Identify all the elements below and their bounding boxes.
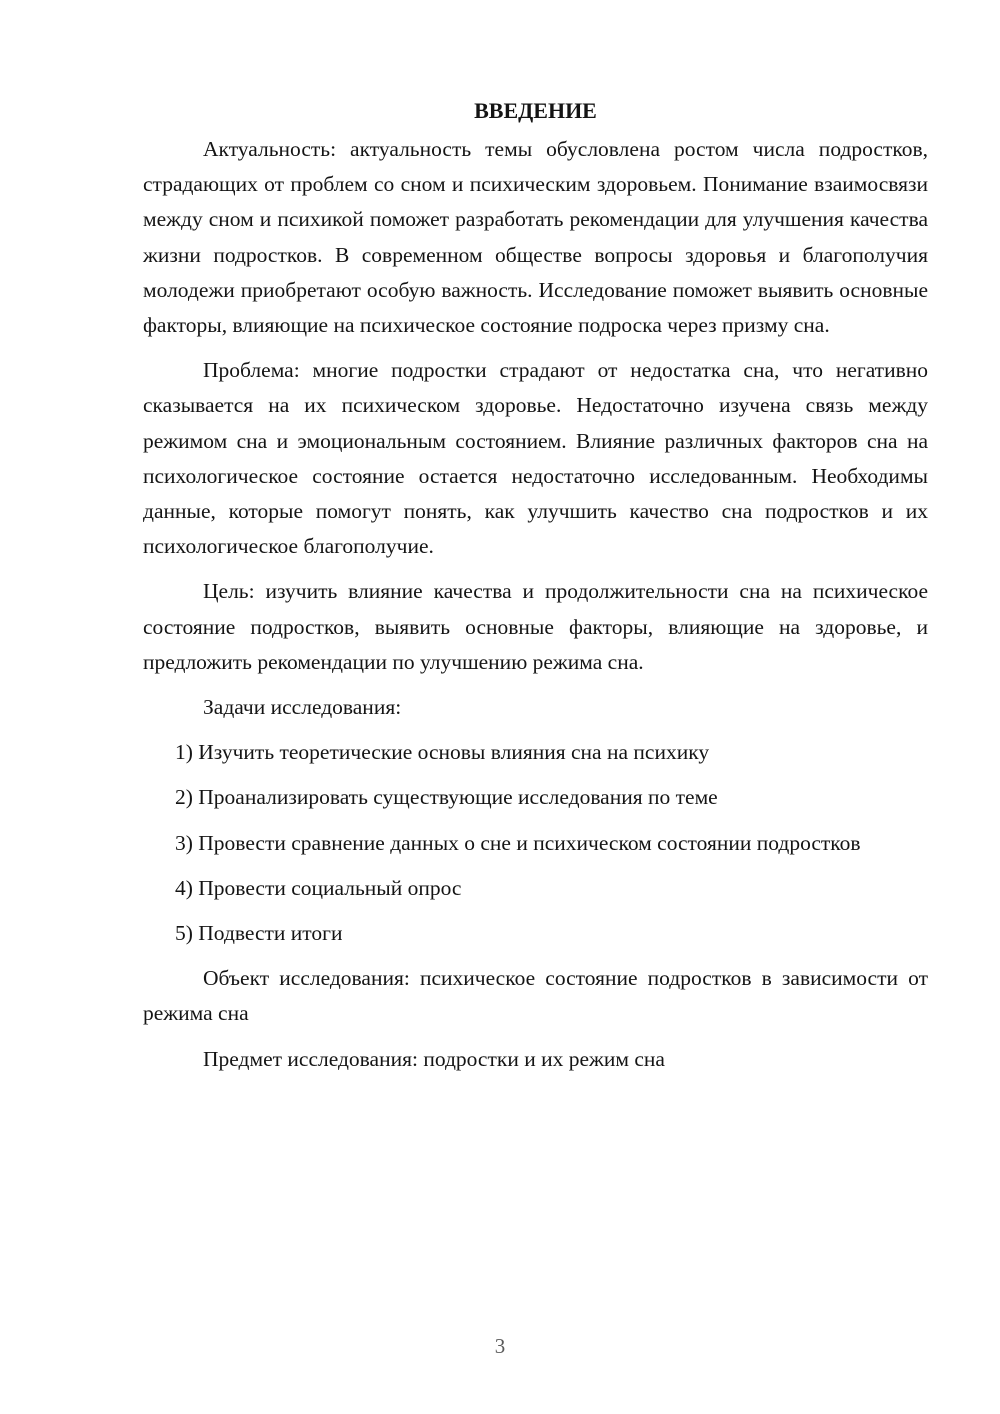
section-heading: ВВЕДЕНИЕ — [474, 98, 597, 123]
list-item-task-4: 4) Провести социальный опрос — [175, 875, 462, 900]
list-item-task-3: 3) Провести сравнение данных о сне и психическом состоянии подростков — [175, 830, 861, 855]
paragraph-subject: Предмет исследования: подростки и их режим сна — [203, 1046, 665, 1071]
paragraph-goal: Цель: изучить влияние качества и продолжительности сна на психическое состояние подростков, выявить основные факторы, влияющие на здоровье, и предложить рекомендации по улучшению режима сна. — [143, 579, 928, 674]
list-item-task-1: 1) Изучить теоретические основы влияния сна на психику — [175, 740, 710, 765]
paragraph-tasks-heading: Задачи исследования: — [203, 695, 402, 720]
paragraph-relevance: Актуальность: актуальность темы обусловлена ростом числа подростков, страдающих от проблем со сном и психическим здоровьем. Понимание взаимосвязи между сном и психикой поможет разработать рекомендации для улучшения качества жизни подростков. В современном обществе вопросы здоровья и благополучия молодежи приобретают особую важность. Исследование поможет выявить основные факторы, влияющие на психическое состояние подроска через призму сна. — [143, 137, 928, 338]
document-page — [143, 96, 928, 1087]
paragraph-problem: Проблема: многие подростки страдают от недостатка сна, что негативно сказывается на их психическом здоровье. Недостаточно изучена связь между режимом сна и эмоциональным состоянием. Влияние различных факторов сна на психологическое состояние остается недостаточно исследованным. Необходимы данные, которые помогут понять, как улучшить качество сна подростков и их психологическое благополучие. — [143, 358, 928, 559]
paragraph-object: Объект исследования: психическое состояние подростков в зависимости от режима сна — [143, 966, 928, 1026]
list-item-task-2: 2) Проанализировать существующие исследования по теме — [175, 785, 718, 810]
list-item-task-5: 5) Подвести итоги — [175, 921, 343, 946]
page-number: 3 — [494, 1334, 506, 1358]
